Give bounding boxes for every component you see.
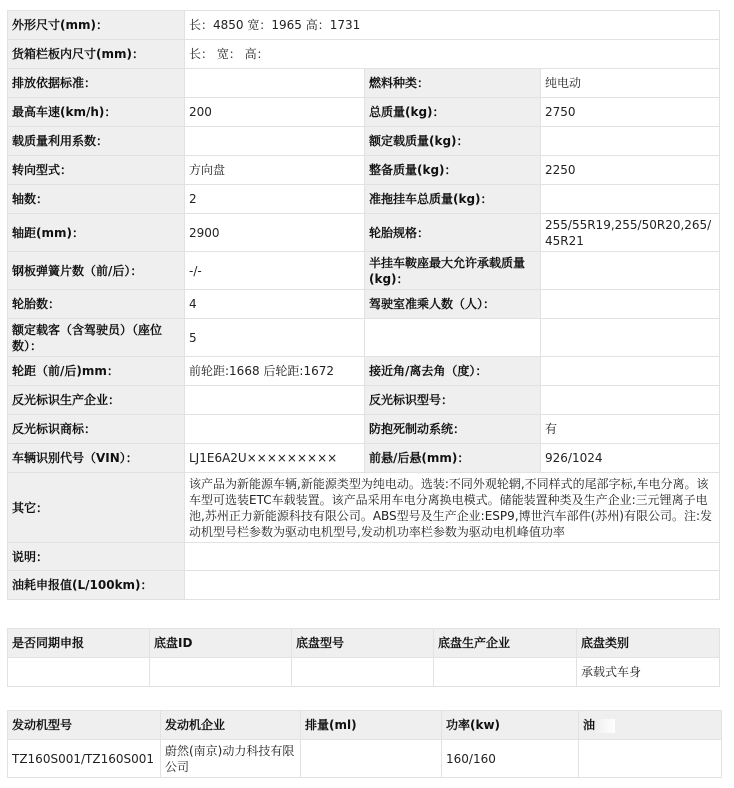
spec-table xyxy=(7,10,720,600)
spec-label: 轴数： xyxy=(8,185,185,214)
note-label: 说明： xyxy=(8,543,185,571)
spec-value xyxy=(185,69,365,98)
engine-cell: TZ160S001/TZ160S001 xyxy=(8,740,161,778)
spec-row xyxy=(8,319,720,357)
engine-data-row xyxy=(8,740,722,778)
engine-cell xyxy=(579,740,722,778)
spec-value xyxy=(541,185,720,214)
spec-label: 轴距(mm)： xyxy=(8,214,185,252)
spec-value xyxy=(185,415,365,444)
dimensions-label: 外形尺寸(mm)： xyxy=(8,11,185,40)
spec-value: 前轮距:1668 后轮距:1672 xyxy=(185,357,365,386)
spec-row xyxy=(8,252,720,290)
chassis-cell xyxy=(150,658,292,687)
chassis-header-cell: 底盘类别 xyxy=(577,629,720,658)
spec-row-dimensions xyxy=(8,11,720,40)
spec-label: 接近角/离去角（度）： xyxy=(365,357,541,386)
spec-row-other xyxy=(8,473,720,543)
engine-cell xyxy=(301,740,442,778)
spec-value: 2900 xyxy=(185,214,365,252)
spec-value xyxy=(541,127,720,156)
chassis-table xyxy=(7,628,720,687)
chassis-header-row xyxy=(8,629,720,658)
chassis-data-row xyxy=(8,658,720,687)
engine-header-cell: 发动机企业 xyxy=(161,711,301,740)
spec-value xyxy=(541,357,720,386)
spec-value xyxy=(541,386,720,415)
spec-label: 半挂车鞍座最大允许承载质量(kg)： xyxy=(365,252,541,290)
spec-row-cargo xyxy=(8,40,720,69)
spec-value: 200 xyxy=(185,98,365,127)
spec-label: 载质量利用系数： xyxy=(8,127,185,156)
spec-label: 转向型式： xyxy=(8,156,185,185)
spec-value: 926/1024 xyxy=(541,444,720,473)
spec-label: 驾驶室准乘人数（人）： xyxy=(365,290,541,319)
spec-label: 轮距（前/后)mm： xyxy=(8,357,185,386)
spec-label: 反光标识生产企业： xyxy=(8,386,185,415)
spec-value xyxy=(185,127,365,156)
spec-row xyxy=(8,98,720,127)
engine-table xyxy=(7,710,722,778)
chassis-header-cell: 底盘ID xyxy=(150,629,292,658)
fuel-consumption-value xyxy=(185,571,720,600)
spec-label: 燃料种类： xyxy=(365,69,541,98)
engine-header-cell: 发动机型号 xyxy=(8,711,161,740)
spec-label: 额定载客（含驾驶员）（座位数）： xyxy=(8,319,185,357)
spec-label: 额定载质量(kg)： xyxy=(365,127,541,156)
fade-overlay xyxy=(595,719,615,733)
spec-label: 前悬/后悬(mm)： xyxy=(365,444,541,473)
spec-value: 2 xyxy=(185,185,365,214)
spec-row xyxy=(8,357,720,386)
cargo-dimensions-label: 货箱栏板内尺寸(mm)： xyxy=(8,40,185,69)
spec-row-note xyxy=(8,543,720,571)
spec-row xyxy=(8,185,720,214)
spec-value xyxy=(185,386,365,415)
fuel-consumption-label: 油耗申报值(L/100km)： xyxy=(8,571,185,600)
spec-row xyxy=(8,415,720,444)
spec-label: 整备质量(kg)： xyxy=(365,156,541,185)
other-value: 该产品为新能源车辆,新能源类型为纯电动。选装:不同外观轮辋,不同样式的尾部字标,车电分离。该车型可选装ETC车载装置。该产品采用车电分离换电模式。储能装置种类及生产企业:三元锂离子电池,苏州正力新能源科技有限公司。ABS型号及生产企业:ESP9,博世汽车部件(苏州)有限公司。注:发动机型号栏参数为驱动电机型号,发动机功率栏参数为驱动电机峰值功率 xyxy=(185,473,720,543)
spec-label: 反光标识型号： xyxy=(365,386,541,415)
spec-row-fuel xyxy=(8,571,720,600)
other-label: 其它： xyxy=(8,473,185,543)
spec-label: 准拖挂车总质量(kg)： xyxy=(365,185,541,214)
spec-label: 最高车速(km/h)： xyxy=(8,98,185,127)
spec-value: 2750 xyxy=(541,98,720,127)
spec-value: 有 xyxy=(541,415,720,444)
spec-label: 轮胎规格： xyxy=(365,214,541,252)
engine-cell: 蔚然(南京)动力科技有限公司 xyxy=(161,740,301,778)
spec-row xyxy=(8,444,720,473)
note-value xyxy=(185,543,720,571)
engine-header-row xyxy=(8,711,722,740)
spec-value xyxy=(541,319,720,357)
spec-value: 方向盘 xyxy=(185,156,365,185)
spec-label: 轮胎数： xyxy=(8,290,185,319)
spec-row xyxy=(8,290,720,319)
spec-value: -/- xyxy=(185,252,365,290)
spec-label: 防抱死制动系统： xyxy=(365,415,541,444)
dimensions-value: 长：4850 宽：1965 高：1731 xyxy=(185,11,720,40)
partial-header-text: 油 xyxy=(583,718,596,732)
spec-label: 车辆识别代号（VIN）： xyxy=(8,444,185,473)
engine-header-cell: 功率(kw) xyxy=(442,711,579,740)
spec-row xyxy=(8,386,720,415)
chassis-cell xyxy=(434,658,577,687)
spec-label: 反光标识商标： xyxy=(8,415,185,444)
engine-cell: 160/160 xyxy=(442,740,579,778)
chassis-cell xyxy=(8,658,150,687)
chassis-header-cell: 是否同期申报 xyxy=(8,629,150,658)
engine-header-cell-partial xyxy=(579,711,722,740)
spec-label: 总质量(kg)： xyxy=(365,98,541,127)
spec-row xyxy=(8,127,720,156)
spec-value xyxy=(541,252,720,290)
cargo-dimensions-value: 长： 宽： 高： xyxy=(185,40,720,69)
spec-value: 5 xyxy=(185,319,365,357)
spec-row xyxy=(8,214,720,252)
chassis-cell xyxy=(292,658,434,687)
spec-value: 纯电动 xyxy=(541,69,720,98)
spec-row xyxy=(8,156,720,185)
spec-label xyxy=(365,319,541,357)
spec-label: 钢板弹簧片数（前/后）： xyxy=(8,252,185,290)
engine-header-cell: 排量(ml) xyxy=(301,711,442,740)
spec-value: 2250 xyxy=(541,156,720,185)
chassis-cell: 承载式车身 xyxy=(577,658,720,687)
spec-row xyxy=(8,69,720,98)
spec-value xyxy=(541,290,720,319)
spec-label: 排放依据标准： xyxy=(8,69,185,98)
spec-value: 4 xyxy=(185,290,365,319)
chassis-header-cell: 底盘生产企业 xyxy=(434,629,577,658)
vin-value: LJ1E6A2U××××××××× xyxy=(185,444,365,473)
tire-spec-value: 255/55R19,255/50R20,265/45R21 xyxy=(541,214,720,252)
chassis-header-cell: 底盘型号 xyxy=(292,629,434,658)
